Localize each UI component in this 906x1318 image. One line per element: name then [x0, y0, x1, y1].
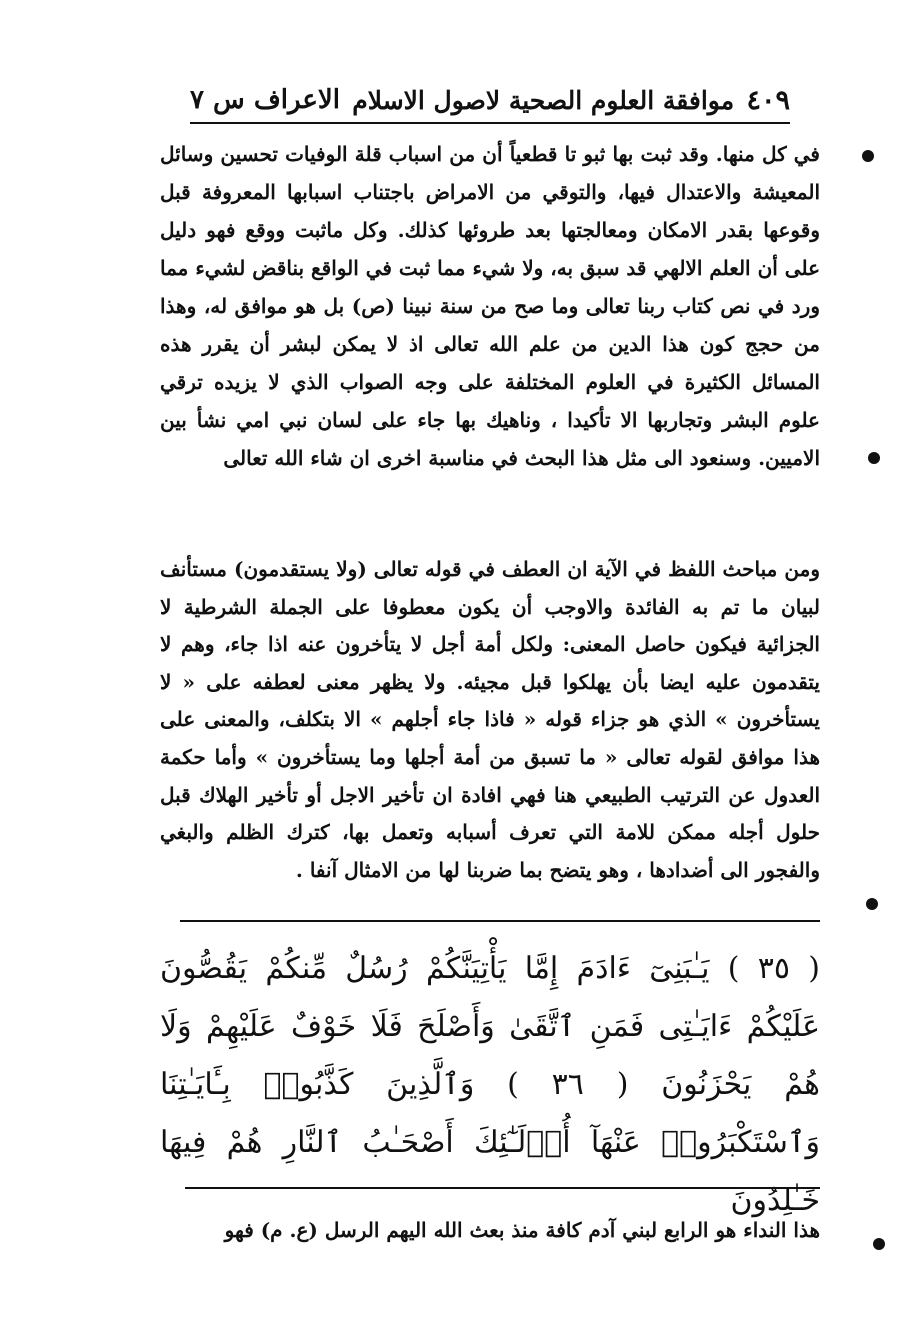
- ink-blot: [866, 898, 878, 910]
- quran-verses: ( ٣٥ ) يَـٰبَنِىٓ ءَادَمَ إِمَّا يَأْتِيَنَّكُمْ رُسُلٌ مِّنكُمْ يَقُصُّونَ عَلَيْكُمْ ءَايَـٰتِى فَمَنِ ٱتَّقَىٰ وَأَصْلَحَ فَلَا خَوْفٌ عَلَيْهِمْ وَلَا هُمْ يَحْزَنُونَ ( ٣٦ ) وَٱلَّذِينَ كَذَّبُوا۟ بِـَٔايَـٰتِنَا وَٱسْتَكْبَرُوا۟ عَنْهَآ أُو۟لَـٰٓئِكَ أَصْحَـٰبُ ٱلنَّارِ هُمْ فِيهَا خَـٰلِدُونَ: [160, 951, 820, 1218]
- section-marker: الاعراف س ٧: [190, 85, 340, 115]
- commentary-paragraph-1: في كل منها. وقد ثبت بها ثبو تا قطعياً أن من اسباب قلة الوفيات تحسين وسائل المعيشة والاعتدال فيها، والتوقي من الامراض باجتناب اسبابها المعروفة قبل وقوعها بقدر الامكان ومعالجتها بعد طروئها كذلك. وكل ماثبت ووقع فهو دليل على أن العلم الالهي قد سبق به، ولا شيء مما ثبت في الواقع بناقض لشيء مما ورد في نص كتاب ربنا تعالى وما صح من سنة نبينا (ص) بل هو موافق له، وهذا من حجج كون هذا الدين من علم الله تعالى اذ لا يمكن لبشر أن يقرر هذه المسائل الكثيرة في العلوم المختلفة على وجه الصواب الذي لا يزيده ترقي علوم البشر وتجاربها الا تأكيدا ، وناهيك بها جاء على لسان نبي امي نشأ بين الاميين. وسنعود الى مثل هذا البحث في مناسبة اخرى ان شاء الله تعالى: [160, 142, 820, 470]
- ink-blot: [868, 452, 880, 464]
- commentary-paragraph-2: ومن مباحث اللفظ في الآية ان العطف في قوله تعالى (ولا يستقدمون) مستأنف لبيان ما تم به الفائدة والاوجب أن يكون معطوفا على الجملة الشرطية لا الجزائية فيكون حاصل المعنى: ولكل أمة أجل لا يتأخرون عنه اذا جاء، وهم لا يتقدمون عليه ايضا بأن يهلكوا قبل مجيئه. ولا يظهر معنى لعطفه على « لا يستأخرون » الذي هو جزاء قوله « فاذا جاء أجلهم » الا بتكلف، والمعنى على هذا موافق لقوله تعالى « ما تسبق من أمة أجلها وما يستأخرون » وأما حكمة العدول عن الترتيب الطبيعي هنا فهي افادة ان تأخير الاجل أو تأخير الهلاك قبل حلول أجله ممكن للامة التي تعرف أسبابه وتعمل بها، كترك الظلم والبغي والفجور الى أضدادها ، وهو يتضح بما ضربنا لها من الامثال آنفا .: [160, 557, 820, 882]
- footnote-text: هذا النداء هو الرابع لبني آدم كافة منذ بعث الله اليهم الرسل (ع. م) فهو: [224, 1218, 820, 1242]
- running-title: موافقة العلوم الصحية لاصول الاسلام: [352, 85, 735, 115]
- page-number: ٤٠٩: [746, 84, 790, 116]
- ink-blot: [873, 1238, 885, 1250]
- ink-blot: [862, 150, 874, 162]
- running-header: [190, 78, 790, 124]
- verse-separator-bottom: [185, 1187, 820, 1189]
- verse-separator-top: [180, 920, 820, 922]
